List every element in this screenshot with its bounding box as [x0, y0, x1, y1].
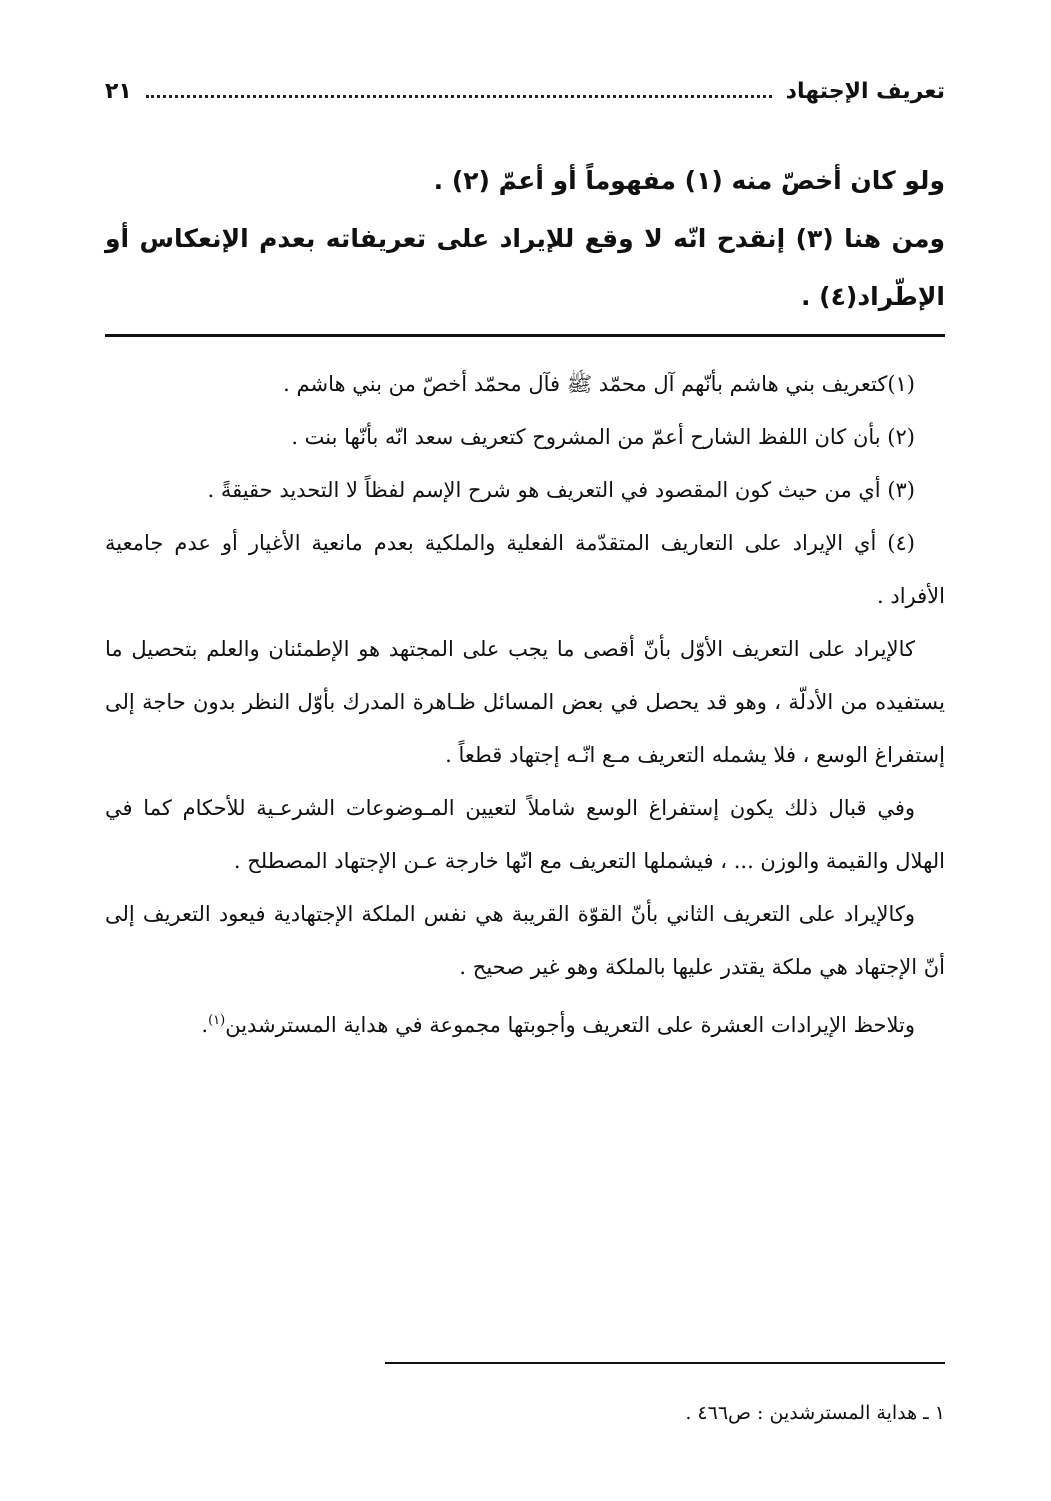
footnote-2: (٢) بأن كان اللفظ الشارح أعمّ من المشروح كتعريف سعد انّه بأنّها بنت .: [291, 425, 915, 449]
footnote-1: (١)كتعريف بني هاشم بأنّهم آل محمّد ﷺ فآل محمّد أخصّ من بني هاشم .: [283, 372, 915, 396]
page-number: ٢١: [105, 78, 132, 104]
footnote-3: (٣) أي من حيث كون المقصود في التعريف هو شرح الإسم لفظاً لا التحديد حقيقةً .: [207, 478, 915, 502]
footnote-paragraph: وفي قبال ذلك يكون إستفراغ الوسع شاملاً لتعيين المـوضوعات الشرعـية للأحكام كما في الهلال والقيمة والوزن ... ، فيشملها التعريف مع انّها خارجة عـن الإجتهاد المصطلح .: [105, 796, 945, 873]
footnote-separator: [105, 334, 945, 337]
footnote-4: (٤) أي الإيراد على التعاريف المتقدّمة الفعلية والملكية بعدم مانعية الأغيار أو عدم جامعية الأفراد .: [105, 531, 945, 608]
note-separator: [385, 1362, 945, 1364]
footnote-paragraph: وتلاحظ الإيرادات العشرة على التعريف وأجوبتها مجموعة في هداية المسترشدين$^{(١)}$.: [201, 1013, 915, 1037]
document-page: [105, 0, 945, 1501]
reference-note: ١ ـ هداية المسترشدين : ص٤٦٦ .: [685, 1402, 945, 1424]
footnotes: [105, 358, 945, 1052]
header-dot-leader: [146, 95, 772, 98]
main-paragraph: ومن هنا (٣) إنقدح انّه لا وقع للإيراد على تعريفاته بعدم الإنعكاس أو الإطّراد(٤) .: [105, 224, 945, 311]
main-text: [105, 152, 945, 326]
footnote-ref-mark: (١): [208, 1013, 226, 1028]
footnote-text: وتلاحظ الإيرادات العشرة على التعريف وأجوبتها مجموعة في هداية المسترشدين: [225, 1013, 915, 1037]
footnote-paragraph: كالإيراد على التعريف الأوّل بأنّ أقصى ما يجب على المجتهد هو الإطمئنان والعلم بتحصيل ما يستفيده من الأدلّة ، وهو قد يحصل في بعض المسائل ظـاهرة المدرك بأوّل النظر بدون حاجة إلى إستفراغ الوسع ، فلا يشمله التعريف مـع انّـه إجتهاد قطعاً .: [105, 637, 945, 767]
footnote-paragraph: وكالإيراد على التعريف الثاني بأنّ القوّة القريبة هي نفس الملكة الإجتهادية فيعود التعريف إلى أنّ الإجتهاد هي ملكة يقتدر عليها بالملكة وهو غير صحيح .: [105, 902, 945, 979]
chapter-title: تعريف الإجتهاد: [785, 78, 945, 104]
running-header: [105, 74, 945, 108]
main-paragraph: ولو كان أخصّ منه (١) مفهوماً أو أعمّ (٢) .: [433, 166, 945, 195]
